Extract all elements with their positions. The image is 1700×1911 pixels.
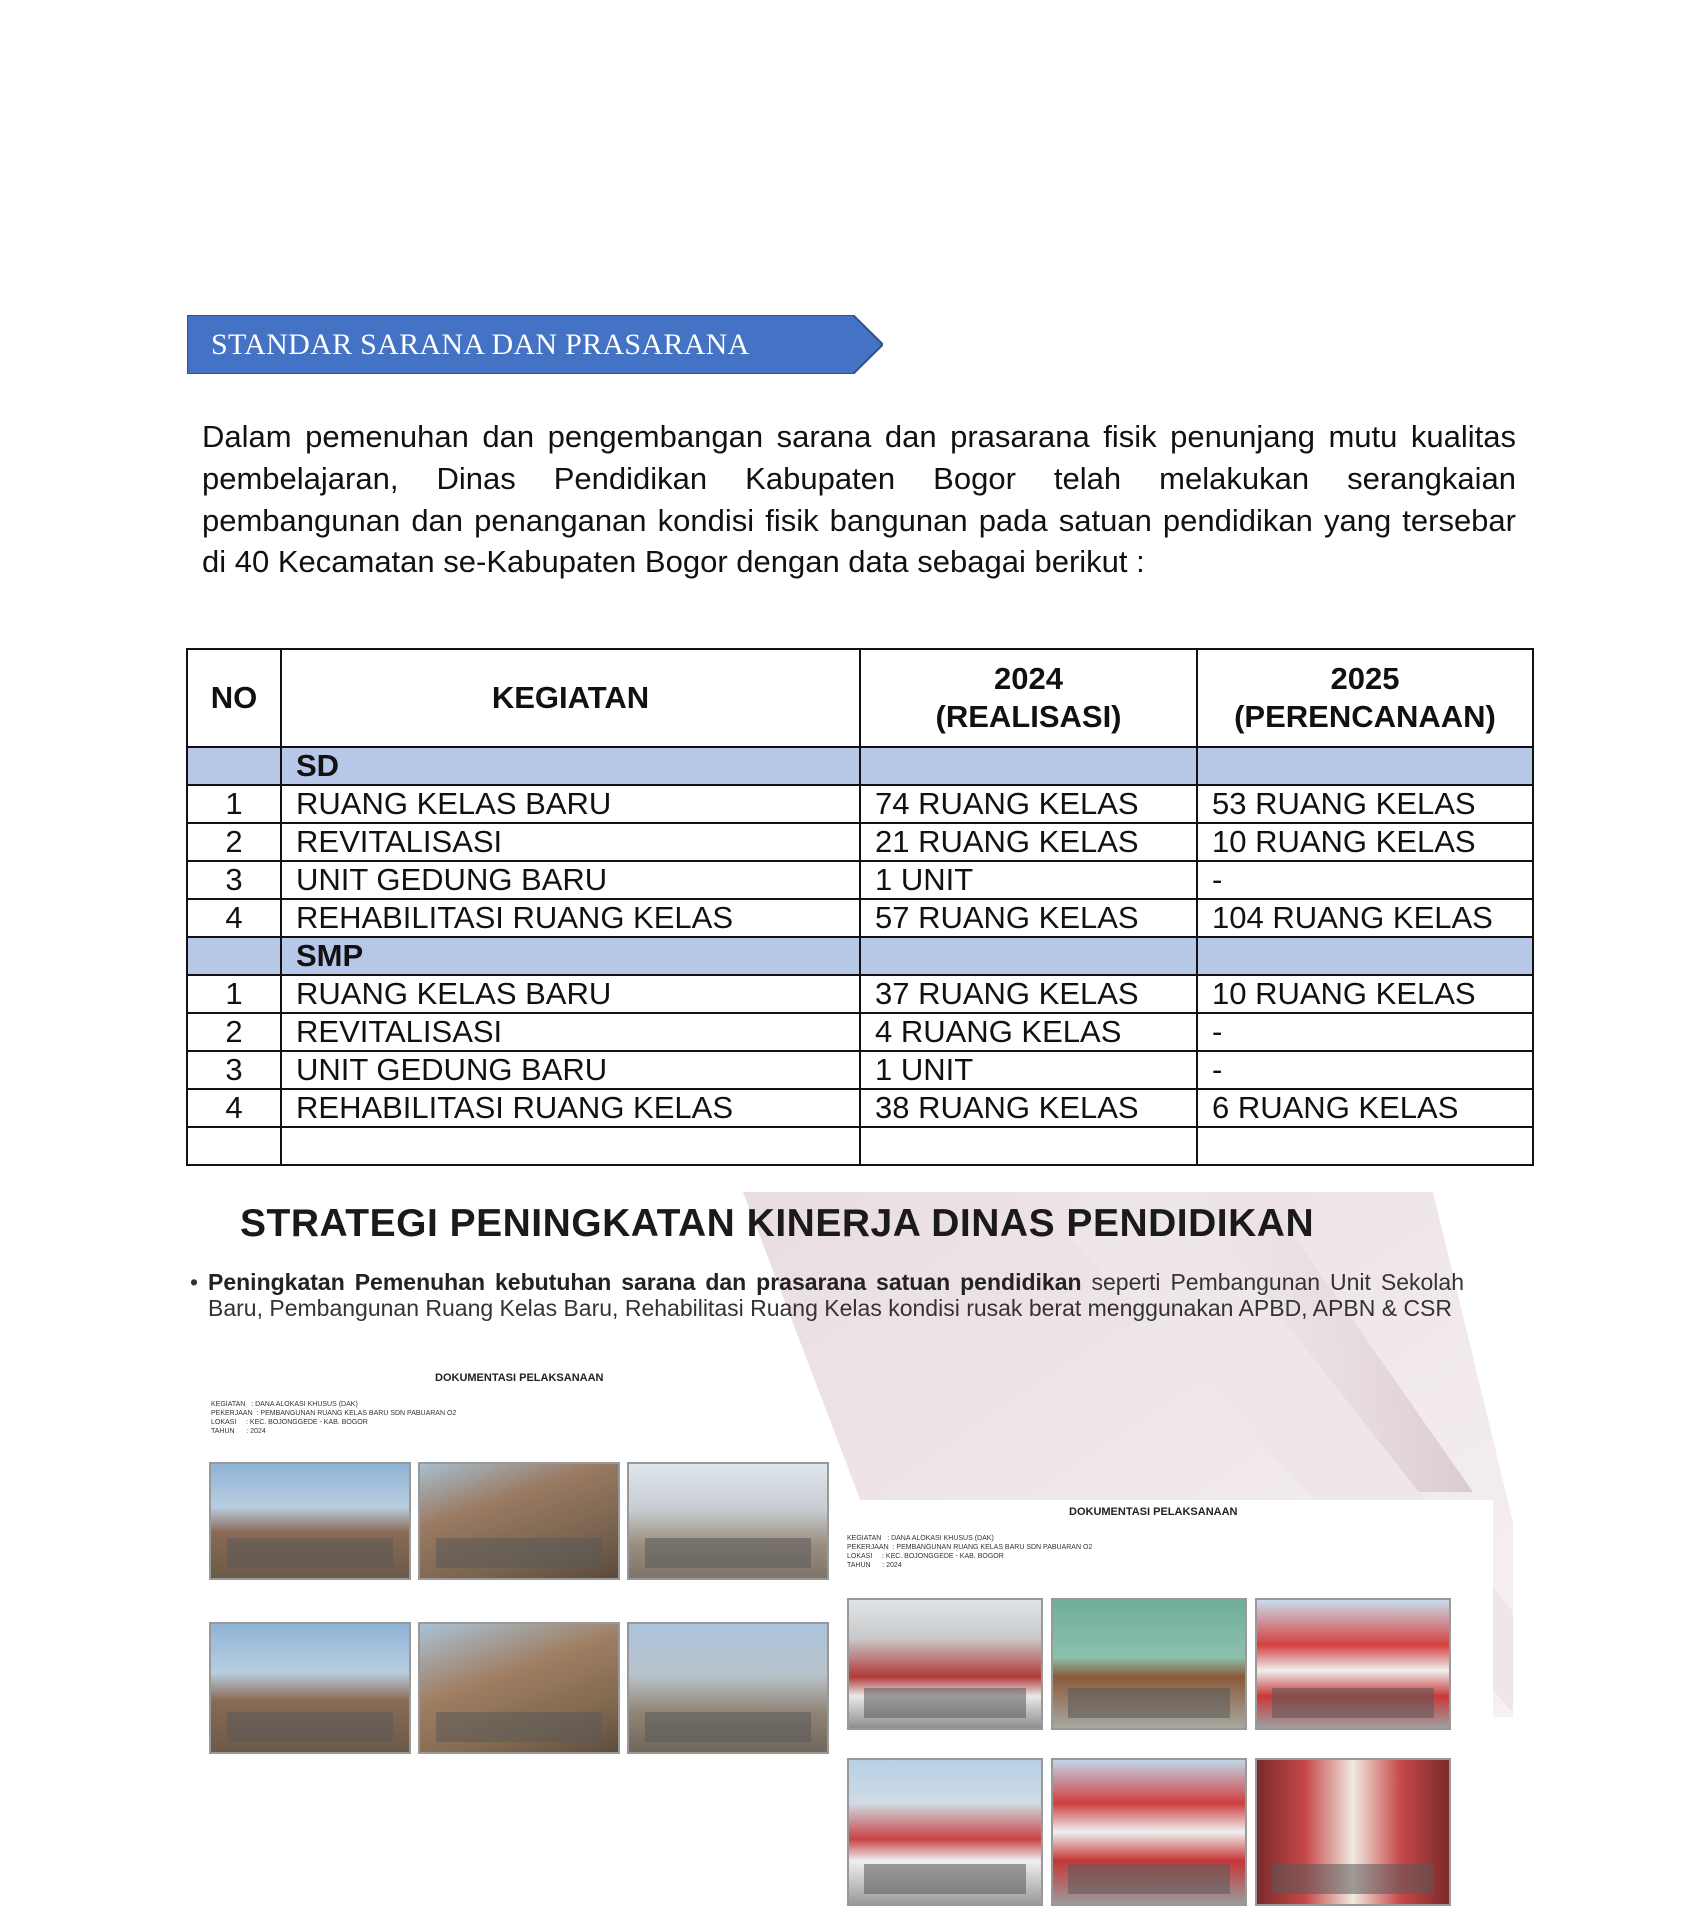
doc-title: DOKUMENTASI PELAKSANAAN — [1069, 1506, 1238, 1518]
doc-meta: KEGIATAN : DANA ALOKASI KHUSUS (DAK) PEKERJAAN : PEMBANGUNAN RUANG KELAS BARU SDN PABUARAN O2 LOKASI : KEC. BOJONGGEDE - KAB. BOGOR TAHUN : 2024 — [847, 1535, 1093, 1569]
row-no: 4 — [187, 1089, 281, 1127]
row-2024: 38 RUANG KELAS — [860, 1089, 1197, 1127]
header-2024-sub: (REALISASI) — [935, 699, 1122, 734]
construction-photo — [209, 1462, 411, 1580]
table-row-empty — [187, 1127, 1533, 1165]
row-2024: 4 RUANG KELAS — [860, 1013, 1197, 1051]
row-no: 3 — [187, 1051, 281, 1089]
intro-paragraph: Dalam pemenuhan dan pengembangan sarana dan prasarana fisik penunjang mutu kualitas pembelajaran, Dinas Pendidikan Kabupaten Bogor telah melakukan serangkaian pembangunan dan penanganan kondisi fisik bangunan pada satuan pendidikan yang tersebar di 40 Kecamatan se-Kabupaten Bogor dengan data sebagai berikut : — [202, 419, 1516, 580]
table-row — [187, 1051, 1533, 1089]
bullet-dot: • — [190, 1269, 199, 1295]
strategy-bullet-bold: Peningkatan Pemenuhan kebutuhan sarana dan prasarana satuan pendidikan — [208, 1269, 1082, 1295]
row-2025: 104 RUANG KELAS — [1197, 899, 1533, 937]
classroom-photo — [1051, 1598, 1247, 1730]
row-no: 1 — [187, 785, 281, 823]
row-2025: 6 RUANG KELAS — [1197, 1089, 1533, 1127]
row-no: 4 — [187, 899, 281, 937]
row-kegiatan: REHABILITASI RUANG KELAS — [281, 899, 860, 937]
row-kegiatan: REVITALISASI — [281, 1013, 860, 1051]
construction-photo — [418, 1622, 620, 1754]
table-row — [187, 899, 1533, 937]
row-2025: 10 RUANG KELAS — [1197, 975, 1533, 1013]
section-title: STANDAR SARANA DAN PRASARANA — [211, 328, 750, 361]
strategy-bullet — [190, 1269, 1464, 1321]
strategy-title: STRATEGI PENINGKATAN KINERJA DINAS PENDIDIKAN — [240, 1202, 1315, 1245]
header-kegiatan: KEGIATAN — [281, 649, 860, 747]
building-photo — [1051, 1758, 1247, 1906]
table-row — [187, 1013, 1533, 1051]
table-row — [187, 785, 1533, 823]
row-2024: 21 RUANG KELAS — [860, 823, 1197, 861]
row-no: 2 — [187, 1013, 281, 1051]
row-2024: 1 UNIT — [860, 861, 1197, 899]
row-2024: 1 UNIT — [860, 1051, 1197, 1089]
table-header-row — [187, 649, 1533, 747]
row-kegiatan: RUANG KELAS BARU — [281, 785, 860, 823]
row-kegiatan: REVITALISASI — [281, 823, 860, 861]
group-label-sd: SD — [281, 747, 860, 785]
row-no: 3 — [187, 861, 281, 899]
building-photo — [1255, 1598, 1451, 1730]
row-kegiatan: REHABILITASI RUANG KELAS — [281, 1089, 860, 1127]
documentation-sheet-2 — [843, 1500, 1493, 1911]
row-2024: 37 RUANG KELAS — [860, 975, 1197, 1013]
table-row — [187, 861, 1533, 899]
header-2025-sub: (PERENCANAAN) — [1234, 699, 1496, 734]
strategy-bullet-text: seperti Pembangunan Unit Sekolah Baru, Pembangunan Ruang Kelas Baru, Rehabilitasi Ruang Kelas kondisi rusak berat menggunakan APBD, APBN & CSR — [208, 1269, 1464, 1321]
header-2025 — [1197, 649, 1533, 747]
doc-meta: KEGIATAN : DANA ALOKASI KHUSUS (DAK) PEKERJAAN : PEMBANGUNAN RUANG KELAS BARU SDN PABUARAN O2 LOKASI : KEC. BOJONGGEDE - KAB. BOGOR TAHUN : 2024 — [211, 1401, 457, 1435]
header-2025-year: 2025 — [1330, 661, 1400, 696]
row-kegiatan: RUANG KELAS BARU — [281, 975, 860, 1013]
header-2024-year: 2024 — [994, 661, 1063, 696]
row-2025: - — [1197, 861, 1533, 899]
section-banner — [187, 315, 883, 374]
construction-photo — [418, 1462, 620, 1580]
construction-photo — [627, 1462, 829, 1580]
row-2025: - — [1197, 1013, 1533, 1051]
construction-photo — [627, 1622, 829, 1754]
table-row — [187, 975, 1533, 1013]
table-row — [187, 823, 1533, 861]
building-photo — [847, 1598, 1043, 1730]
header-no: NO — [187, 649, 281, 747]
row-no: 2 — [187, 823, 281, 861]
row-2024: 74 RUANG KELAS — [860, 785, 1197, 823]
table-row — [187, 1089, 1533, 1127]
doc-title: DOKUMENTASI PELAKSANAAN — [435, 1372, 604, 1384]
row-2025: 53 RUANG KELAS — [1197, 785, 1533, 823]
building-photo — [847, 1758, 1043, 1906]
documentation-sheet-1 — [205, 1368, 835, 1778]
row-2025: 10 RUANG KELAS — [1197, 823, 1533, 861]
row-no: 1 — [187, 975, 281, 1013]
corridor-photo — [1255, 1758, 1451, 1906]
row-2025: - — [1197, 1051, 1533, 1089]
header-2024 — [860, 649, 1197, 747]
row-kegiatan: UNIT GEDUNG BARU — [281, 1051, 860, 1089]
row-2024: 57 RUANG KELAS — [860, 899, 1197, 937]
construction-photo — [209, 1622, 411, 1754]
group-label-smp: SMP — [281, 937, 860, 975]
group-row-sd — [187, 747, 1533, 785]
facilities-table — [186, 648, 1534, 1166]
row-kegiatan: UNIT GEDUNG BARU — [281, 861, 860, 899]
group-row-smp — [187, 937, 1533, 975]
